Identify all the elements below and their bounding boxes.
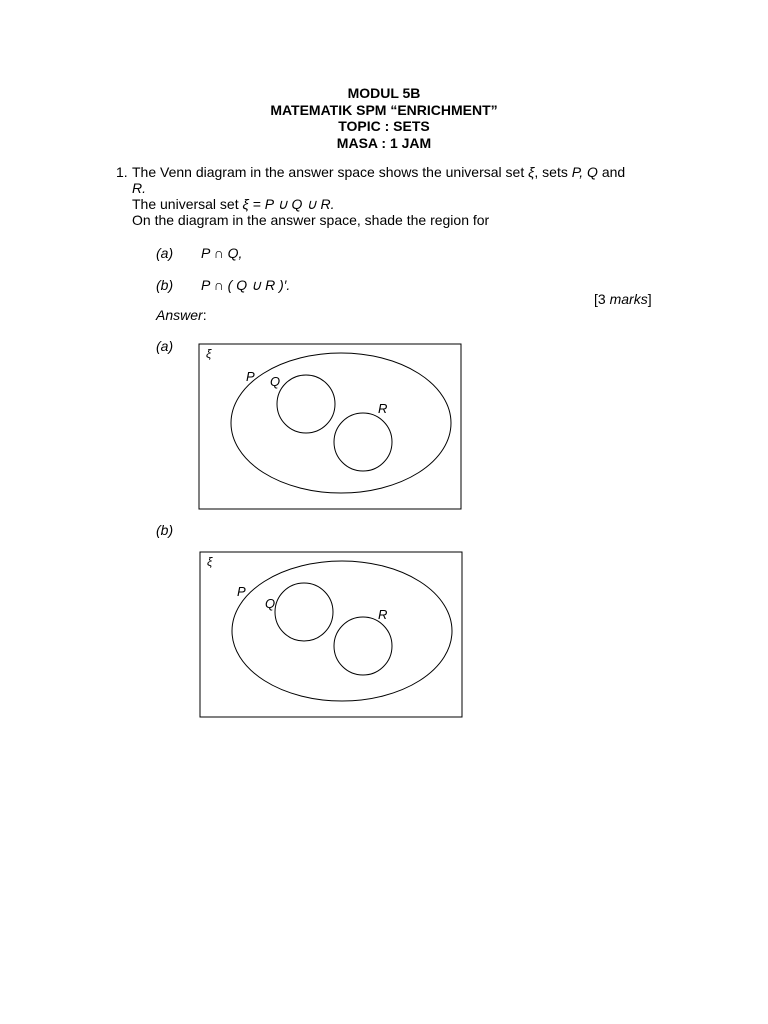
subject-title: MATEMATIK SPM “ENRICHMENT”: [270, 101, 498, 118]
xi-symbol: ξ: [528, 164, 535, 180]
part-b-label: (b): [156, 277, 174, 293]
question-sets: P, Q: [571, 164, 598, 180]
universal-set-box-b: [200, 552, 462, 717]
xi-label-b: ξ: [207, 555, 213, 569]
question-line-1-and: and: [597, 164, 626, 180]
question-number: 1.: [116, 164, 128, 180]
diagram-a-label: (a): [156, 338, 174, 354]
p-label-b: P: [237, 584, 246, 599]
answer-label: Answer: [156, 307, 203, 323]
topic-title: TOPIC : SETS: [338, 118, 430, 134]
diagram-b-label: (b): [156, 522, 174, 538]
marks-word: marks: [609, 291, 648, 307]
question-line-1-mid: , sets: [534, 164, 572, 180]
xi-label-a: ξ: [206, 347, 212, 361]
set-q-circle-b: [275, 583, 333, 641]
universal-set-formula: ξ = P ∪ Q ∪ R.: [242, 196, 335, 212]
question-line-2: R.: [132, 180, 146, 196]
set-p-ellipse-b: [232, 561, 452, 701]
p-label-a: P: [246, 369, 255, 384]
module-title: MODUL 5B: [347, 85, 421, 101]
part-a-label: (a): [156, 245, 174, 261]
answer-colon: :: [202, 307, 207, 323]
question-line-1-text: The Venn diagram in the answer space shows the universal set: [132, 164, 529, 180]
r-label-a: R: [378, 401, 388, 416]
question-line-3-text: The universal set: [132, 196, 243, 212]
part-a-expression: P ∩ Q,: [201, 245, 243, 261]
question-line-4: On the diagram in the answer space, shade the region for: [132, 212, 490, 228]
set-r-circle-b: [334, 617, 392, 675]
marks-open: [3: [594, 291, 610, 307]
q-label-a: Q: [270, 374, 281, 389]
r-label-b: R: [378, 607, 388, 622]
q-label-b: Q: [265, 596, 276, 611]
duration-title: MASA : 1 JAM: [336, 134, 432, 151]
part-b-expression: P ∩ ( Q ∪ R )′.: [201, 277, 291, 293]
marks-close: ]: [647, 291, 652, 307]
